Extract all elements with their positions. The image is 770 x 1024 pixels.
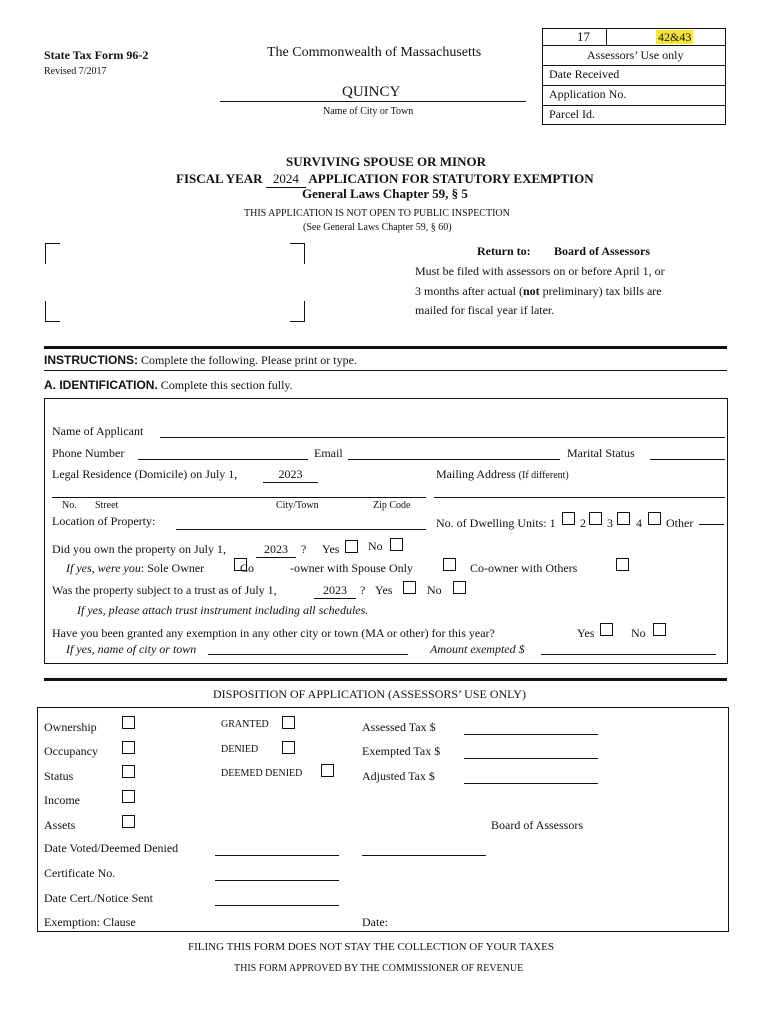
disposition-rule (44, 678, 727, 681)
dwelling-3-label: 3 (607, 516, 613, 530)
email-field[interactable] (348, 459, 560, 460)
income-checkbox[interactable] (122, 790, 135, 803)
phone-field[interactable] (138, 459, 308, 460)
trust-year[interactable]: 2023 (314, 583, 356, 599)
other-exemption-yes-checkbox[interactable] (600, 623, 613, 636)
own-property-label: Did you own the property on July 1, (52, 542, 226, 556)
assets-checkbox[interactable] (122, 815, 135, 828)
address-window-corner-br (290, 301, 305, 322)
marital-status-label: Marital Status (567, 446, 635, 460)
dwelling-other-label: Other (666, 516, 694, 530)
revised-date: Revised 7/2017 (44, 66, 107, 77)
board-of-assessors-label: Board of Assessors (491, 818, 583, 832)
own-property-year[interactable]: 2023 (256, 542, 296, 558)
zip-caption: Zip Code (373, 500, 411, 511)
own-question-mark: ? (301, 542, 307, 556)
denied-label: DENIED (221, 744, 259, 755)
mailing-address-field[interactable] (434, 497, 725, 498)
other-city-label: If yes, name of city or town (66, 642, 197, 656)
co-owner-others-checkbox[interactable] (616, 558, 629, 571)
fiscal-year-value: 2024 (266, 171, 306, 188)
city-caption: Name of City or Town (323, 106, 414, 117)
footer-collection-notice: FILING THIS FORM DOES NOT STAY THE COLLECTION OF YOUR TAXES (188, 941, 554, 953)
other-exemption-no-label: No (631, 626, 646, 640)
trust-yes-label: Yes (375, 583, 393, 597)
parcel-id-label: Parcel Id. (549, 107, 595, 121)
exempted-tax-label: Exempted Tax $ (362, 744, 441, 758)
application-no-label: Application No. (549, 87, 627, 101)
own-no-checkbox[interactable] (390, 538, 403, 551)
phone-label: Phone Number (52, 446, 125, 460)
applicant-name-label: Name of Applicant (52, 424, 144, 438)
adjusted-tax-field[interactable] (464, 783, 598, 784)
legal-residence-field[interactable] (52, 497, 426, 498)
email-label: Email (314, 446, 343, 460)
dwelling-4-label: 4 (636, 516, 642, 530)
date-voted-field[interactable] (215, 855, 339, 856)
certificate-no-field[interactable] (215, 880, 339, 881)
property-location-field[interactable] (176, 529, 426, 530)
date-cert-field[interactable] (215, 905, 339, 906)
assessors-code-left: 17 (577, 29, 590, 44)
assets-label: Assets (44, 818, 76, 832)
own-yes-checkbox[interactable] (345, 540, 358, 553)
exempted-tax-field[interactable] (464, 758, 598, 759)
deemed-denied-label: DEEMED DENIED (221, 768, 303, 779)
property-location-label: Location of Property: (52, 514, 156, 528)
dwelling-4-checkbox[interactable] (648, 512, 661, 525)
form-number: State Tax Form 96-2 (44, 48, 149, 62)
deemed-denied-checkbox[interactable] (321, 764, 334, 777)
own-yes-label: Yes (322, 542, 340, 556)
filing-deadline-line1: Must be filed with assessors on or before April 1, or (415, 264, 665, 278)
public-inspection-ref: (See General Laws Chapter 59, § 60) (303, 222, 452, 233)
occupancy-label: Occupancy (44, 744, 98, 758)
assessed-tax-field[interactable] (464, 734, 598, 735)
occupancy-checkbox[interactable] (122, 741, 135, 754)
ownership-checkbox[interactable] (122, 716, 135, 729)
trust-label: Was the property subject to a trust as of July 1, (52, 583, 277, 597)
city-town-caption: City/Town (276, 500, 319, 511)
amount-exempted-label: Amount exempted $ (430, 642, 525, 656)
form-title-line3: General Laws Chapter 59, § 5 (302, 186, 468, 201)
date-cert-label: Date Cert./Notice Sent (44, 891, 153, 905)
filing-deadline-line3: mailed for fiscal year if later. (415, 303, 555, 317)
ownership-type-label: If yes, were you: Sole Owner (66, 561, 205, 575)
instructions-underline (44, 370, 727, 371)
filing-deadline-line2: 3 months after actual (not preliminary) tax bills are (415, 284, 662, 298)
public-inspection-notice: THIS APPLICATION IS NOT OPEN TO PUBLIC INSPECTION (244, 208, 510, 219)
legal-residence-label: Legal Residence (Domicile) on July 1, (52, 467, 238, 481)
trust-yes-checkbox[interactable] (403, 581, 416, 594)
status-checkbox[interactable] (122, 765, 135, 778)
other-exemption-label: Have you been granted any exemption in any other city or town (MA or other) for this year? (52, 626, 495, 640)
dwelling-3-checkbox[interactable] (617, 512, 630, 525)
return-to-board: Board of Assessors (554, 244, 651, 258)
co-owner-spouse-label: -owner with Spouse Only (290, 561, 413, 575)
section-a-heading: A. IDENTIFICATION. Complete this section fully. (44, 378, 293, 392)
address-window-corner-tr (290, 243, 305, 264)
date-received-label: Date Received (549, 67, 620, 81)
disposition-title: DISPOSITION OF APPLICATION (ASSESSORS’ USE ONLY) (213, 687, 526, 701)
dwelling-units-label: No. of Dwelling Units: 1 (436, 516, 556, 530)
applicant-name-field[interactable] (160, 437, 725, 438)
mailing-address-label: Mailing Address (If different) (436, 467, 569, 481)
return-to-label: Return to: (477, 244, 531, 258)
dwelling-2-checkbox[interactable] (589, 512, 602, 525)
exemption-clause-label: Exemption: Clause (44, 915, 136, 929)
form-title-line2: FISCAL YEAR 2024 APPLICATION FOR STATUTORY EXEMPTION (176, 171, 594, 186)
commonwealth-heading: The Commonwealth of Massachusetts (267, 45, 482, 60)
dwelling-1-checkbox[interactable] (562, 512, 575, 525)
date-voted-label: Date Voted/Deemed Denied (44, 841, 179, 855)
city-underline (220, 101, 526, 102)
date-label: Date: (362, 915, 388, 929)
own-no-label: No (368, 539, 383, 553)
date-voted-field-2[interactable] (362, 855, 486, 856)
amount-exempted-field[interactable] (541, 654, 716, 655)
assessors-code-right: 42&43 (658, 30, 692, 44)
trust-no-checkbox[interactable] (453, 581, 466, 594)
assessors-use-box (542, 28, 726, 125)
co-owner-others-label: Co-owner with Others (470, 561, 578, 575)
trust-question-mark: ? (360, 583, 366, 597)
instructions: INSTRUCTIONS: Complete the following. Please print or type. (44, 353, 357, 367)
ownership-label: Ownership (44, 720, 97, 734)
footer-approval-notice: THIS FORM APPROVED BY THE COMMISSIONER OF REVENUE (234, 963, 524, 974)
city-name: QUINCY (342, 84, 401, 100)
denied-checkbox[interactable] (282, 741, 295, 754)
other-city-field[interactable] (208, 654, 408, 655)
adjusted-tax-label: Adjusted Tax $ (362, 769, 435, 783)
dwelling-other-field[interactable] (699, 524, 724, 525)
street-caption: Street (95, 500, 119, 511)
form-title-line1: SURVIVING SPOUSE OR MINOR (286, 154, 486, 169)
dwelling-2-label: 2 (580, 516, 586, 530)
other-exemption-yes-label: Yes (577, 626, 595, 640)
granted-label: GRANTED (221, 719, 269, 730)
granted-checkbox[interactable] (282, 716, 295, 729)
assessors-use-only: Assessors’ Use only (587, 48, 684, 62)
co-prefix: Co (240, 561, 255, 575)
trust-note: If yes, please attach trust instrument including all schedules. (77, 603, 369, 617)
no-caption: No. (62, 500, 77, 511)
marital-status-field[interactable] (650, 459, 725, 460)
address-window-corner-tl (45, 243, 60, 264)
income-label: Income (44, 793, 80, 807)
certificate-no-label: Certificate No. (44, 866, 116, 880)
legal-residence-year[interactable]: 2023 (263, 467, 318, 483)
co-owner-spouse-checkbox[interactable] (443, 558, 456, 571)
address-window-corner-bl (45, 301, 60, 322)
trust-no-label: No (427, 583, 442, 597)
instructions-rule (44, 346, 727, 349)
assessed-tax-label: Assessed Tax $ (362, 720, 436, 734)
status-label: Status (44, 769, 74, 783)
other-exemption-no-checkbox[interactable] (653, 623, 666, 636)
